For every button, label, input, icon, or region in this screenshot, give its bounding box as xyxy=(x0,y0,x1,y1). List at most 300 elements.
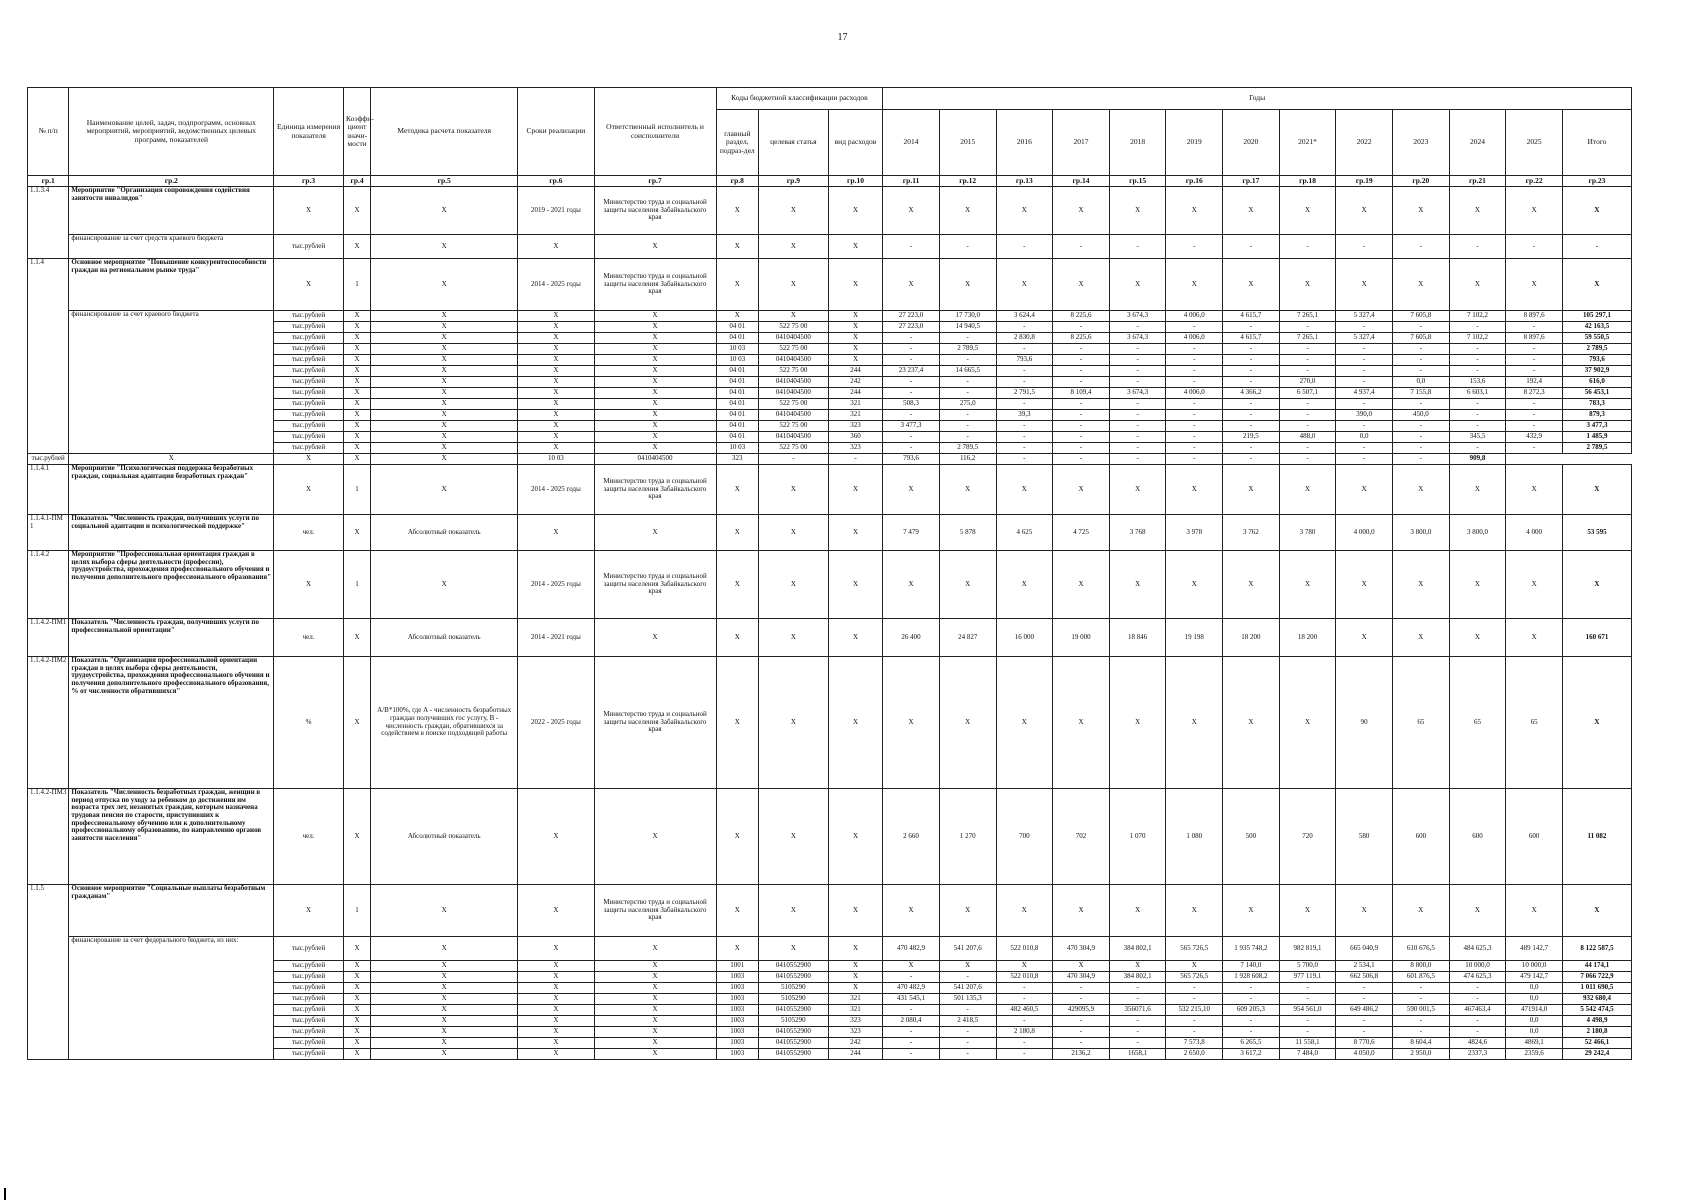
row-cell: Х xyxy=(594,421,716,432)
row-cell: Министерство труда и социальной защиты населения Забайкальского края xyxy=(594,465,716,515)
row-cell: тыс.рублей xyxy=(274,983,344,994)
row-name: Основное мероприятие "Социальные выплаты безработным гражданам" xyxy=(69,885,274,937)
header-year: 2023 xyxy=(1393,110,1450,176)
year-value: 3 617,2 xyxy=(1223,1049,1280,1060)
row-cell: тыс.рублей xyxy=(274,961,344,972)
year-value: 0,0 xyxy=(1393,377,1450,388)
row-cell: Х xyxy=(518,421,594,432)
program-table xyxy=(27,87,1632,1060)
row-cell: Х xyxy=(371,1038,518,1049)
row-cell: А/В*100%, где А - численность безработных граждан получивших гос услугу, В - численность граждан, обратившихся за содействием в поиске подходящей работы xyxy=(371,657,518,789)
row-total: 44 174,1 xyxy=(1562,961,1631,972)
year-value: 450,0 xyxy=(1393,410,1450,421)
year-value: Х xyxy=(1223,885,1280,937)
row-cell: тыс.рублей xyxy=(274,1049,344,1060)
row-cell: 04 01 xyxy=(716,333,758,344)
header-coef: Коэффи-циент значи-мости xyxy=(343,88,370,176)
year-value: 6 265,5 xyxy=(1223,1038,1280,1049)
year-value: - xyxy=(1166,344,1223,355)
year-value: - xyxy=(1166,454,1223,465)
column-number: гр.21 xyxy=(1449,176,1506,187)
year-value: 1 080 xyxy=(1166,789,1223,885)
year-value: 2337,3 xyxy=(1449,1049,1506,1060)
table-row xyxy=(28,619,1632,657)
year-value: - xyxy=(1053,1027,1110,1038)
row-cell: Х xyxy=(828,983,883,994)
year-value: - xyxy=(996,366,1053,377)
year-value: 8 225,6 xyxy=(1053,311,1110,322)
year-value: 4 615,7 xyxy=(1223,333,1280,344)
year-value: 500 xyxy=(1223,789,1280,885)
year-value: - xyxy=(1109,454,1166,465)
year-value: 488,0 xyxy=(1279,432,1336,443)
year-value: - xyxy=(939,421,996,432)
header-method: Методика расчета показателя xyxy=(371,88,518,176)
header-year: 2014 xyxy=(883,110,940,176)
row-cell: Х xyxy=(371,1027,518,1038)
row-cell: Х xyxy=(274,454,344,465)
row-cell: Х xyxy=(594,789,716,885)
year-value: Х xyxy=(1053,657,1110,789)
table-row xyxy=(28,885,1632,937)
row-cell: тыс.рублей xyxy=(274,972,344,983)
row-cell: Х xyxy=(716,235,758,259)
year-value: 8 800,0 xyxy=(1393,961,1450,972)
year-value: Х xyxy=(996,259,1053,311)
year-value: Х xyxy=(939,259,996,311)
year-value: - xyxy=(883,388,940,399)
row-cell: Х xyxy=(518,1027,594,1038)
row-cell: Х xyxy=(343,961,370,972)
header-resp: Ответственный исполнитель и соисполнители xyxy=(594,88,716,176)
year-value: 479 142,7 xyxy=(1506,972,1563,983)
year-value: Х xyxy=(1393,465,1450,515)
year-value: Х xyxy=(1449,551,1506,619)
row-cell: Х xyxy=(759,619,829,657)
year-value: - xyxy=(1449,344,1506,355)
row-cell: Х xyxy=(594,432,716,443)
year-value: Х xyxy=(1393,187,1450,235)
row-cell: Х xyxy=(828,515,883,551)
year-value: - xyxy=(1506,355,1563,366)
year-value: - xyxy=(1393,432,1450,443)
row-cell: тыс.рублей xyxy=(274,322,344,333)
year-value: 153,6 xyxy=(1449,377,1506,388)
table-header xyxy=(28,88,1632,187)
year-value: - xyxy=(939,1049,996,1060)
year-value: - xyxy=(1166,377,1223,388)
column-number: гр.3 xyxy=(274,176,344,187)
row-cell: Х xyxy=(594,399,716,410)
year-value: Х xyxy=(1393,619,1450,657)
row-cell: Министерство труда и социальной защиты населения Забайкальского края xyxy=(594,885,716,937)
year-value: Х xyxy=(1506,551,1563,619)
year-value: 609 205,3 xyxy=(1223,1005,1280,1016)
row-cell: Х xyxy=(371,410,518,421)
row-cell: Х xyxy=(759,551,829,619)
year-value: - xyxy=(1449,366,1506,377)
year-value: 467463,4 xyxy=(1449,1005,1506,1016)
row-cell: Х xyxy=(343,366,370,377)
year-value: - xyxy=(1336,443,1393,454)
year-value: Х xyxy=(883,551,940,619)
row-cell: Х xyxy=(594,333,716,344)
year-value: - xyxy=(1336,355,1393,366)
year-value: Х xyxy=(1166,259,1223,311)
row-total: 160 671 xyxy=(1562,619,1631,657)
row-cell: Х xyxy=(594,994,716,1005)
row-cell: 1003 xyxy=(716,994,758,1005)
year-value: 600 xyxy=(1449,789,1506,885)
year-value: - xyxy=(1109,443,1166,454)
row-cell: Х xyxy=(716,937,758,961)
year-value: - xyxy=(1393,421,1450,432)
year-value: Х xyxy=(883,259,940,311)
year-value: - xyxy=(1223,355,1280,366)
year-value: - xyxy=(1223,454,1280,465)
column-number: гр.12 xyxy=(939,176,996,187)
row-cell: тыс.рублей xyxy=(274,410,344,421)
row-total: 59 550,5 xyxy=(1562,333,1631,344)
year-value: 219,5 xyxy=(1223,432,1280,443)
year-value: - xyxy=(1166,1027,1223,1038)
year-value: - xyxy=(1053,432,1110,443)
year-value: - xyxy=(1109,377,1166,388)
year-value: - xyxy=(939,1005,996,1016)
row-cell: Министерство труда и социальной защиты населения Забайкальского края xyxy=(594,259,716,311)
row-name: Показатель "Организация профессиональной ориентации граждан в целях выбора сферы деятельности, трудоустройства, прохождения профессионального обучения и получения дополнительного профессионального образования, % от численности обратившихся" xyxy=(69,657,274,789)
row-cell: Х xyxy=(716,551,758,619)
year-value: 541 207,6 xyxy=(939,983,996,994)
row-cell: 1 xyxy=(343,551,370,619)
row-total: 37 902,9 xyxy=(1562,366,1631,377)
row-cell: Х xyxy=(716,465,758,515)
year-value: - xyxy=(1336,994,1393,1005)
table-row xyxy=(28,515,1632,551)
year-value: - xyxy=(1393,322,1450,333)
year-value: 3 477,3 xyxy=(883,421,940,432)
year-value: Х xyxy=(1053,259,1110,311)
year-value: - xyxy=(1053,983,1110,994)
row-cell: Х xyxy=(343,789,370,885)
year-value: - xyxy=(1506,344,1563,355)
row-cell: Х xyxy=(343,421,370,432)
year-value: 0,0 xyxy=(1506,983,1563,994)
year-value: - xyxy=(996,983,1053,994)
year-value: - xyxy=(1449,1016,1506,1027)
row-cell: 2014 - 2025 годы xyxy=(518,465,594,515)
row-total: 42 163,5 xyxy=(1562,322,1631,333)
year-value: 8 604,4 xyxy=(1393,1038,1450,1049)
year-value: 7 140,0 xyxy=(1223,961,1280,972)
header-unit: Единица измерения показателя xyxy=(274,88,344,176)
row-cell: Х xyxy=(518,235,594,259)
table-row xyxy=(28,937,1632,961)
year-value: 8 272,3 xyxy=(1506,388,1563,399)
year-value: 17 730,0 xyxy=(939,311,996,322)
year-value: 3 674,3 xyxy=(1109,311,1166,322)
year-value: 471914,0 xyxy=(1506,1005,1563,1016)
row-name: Показатель "Численность граждан, получивших услуги по социальной адаптации и психологической поддержке" xyxy=(69,515,274,551)
year-value: 7 102,2 xyxy=(1449,311,1506,322)
row-cell: Х xyxy=(518,333,594,344)
row-cell: Х xyxy=(343,1038,370,1049)
column-number: гр.19 xyxy=(1336,176,1393,187)
row-cell: Х xyxy=(518,1049,594,1060)
year-value: - xyxy=(1279,410,1336,421)
year-value: 4 050,0 xyxy=(1336,1049,1393,1060)
row-cell: Министерство труда и социальной защиты населения Забайкальского края xyxy=(594,657,716,789)
row-cell: 1 xyxy=(343,259,370,311)
header-code-col: главный раздел, подраз-дел xyxy=(716,110,758,176)
row-cell: Х xyxy=(716,259,758,311)
year-value: - xyxy=(939,410,996,421)
year-value: Х xyxy=(1393,259,1450,311)
year-value: - xyxy=(1279,443,1336,454)
row-total: Х xyxy=(1562,465,1631,515)
row-cell: Х xyxy=(716,657,758,789)
row-total: 783,3 xyxy=(1562,399,1631,410)
year-value: - xyxy=(1393,1016,1450,1027)
year-value: 65 xyxy=(1506,657,1563,789)
year-value: 3 780 xyxy=(1279,515,1336,551)
row-cell: Х xyxy=(371,235,518,259)
row-cell: Х xyxy=(371,937,518,961)
row-number: 1.1.4.2-ПМ3 xyxy=(28,789,69,885)
row-cell: Х xyxy=(518,432,594,443)
row-cell: Х xyxy=(828,259,883,311)
year-value: 2 660 xyxy=(883,789,940,885)
table-row xyxy=(28,187,1632,235)
year-value: Х xyxy=(1053,551,1110,619)
row-total: Х xyxy=(1562,187,1631,235)
row-cell: Х xyxy=(371,311,518,322)
year-value: - xyxy=(1279,454,1336,465)
year-value: - xyxy=(1053,1016,1110,1027)
row-cell: 1003 xyxy=(716,972,758,983)
year-value: - xyxy=(939,388,996,399)
row-cell: Абсолютный показатель xyxy=(371,789,518,885)
year-value: - xyxy=(1393,994,1450,1005)
row-cell: 04 01 xyxy=(716,377,758,388)
row-number: 1.1.5 xyxy=(28,885,69,1060)
year-value: - xyxy=(1166,399,1223,410)
row-cell: тыс.рублей xyxy=(274,333,344,344)
row-cell: 522 75 00 xyxy=(759,399,829,410)
year-value: 2 950,0 xyxy=(1393,1049,1450,1060)
header-year: 2021* xyxy=(1279,110,1336,176)
year-value: - xyxy=(1279,399,1336,410)
row-number: 1.1.3.4 xyxy=(28,187,69,259)
year-value: - xyxy=(1109,421,1166,432)
year-value: 275,0 xyxy=(939,399,996,410)
row-cell: Х xyxy=(828,344,883,355)
row-name: финансирование за счет краевого бюджета xyxy=(69,311,274,454)
row-cell: Х xyxy=(343,515,370,551)
year-value: 4 000,0 xyxy=(1336,515,1393,551)
year-value: Х xyxy=(939,885,996,937)
year-value: Х xyxy=(1166,465,1223,515)
year-value: - xyxy=(1109,235,1166,259)
year-value: - xyxy=(1506,235,1563,259)
table-row xyxy=(28,235,1632,259)
row-total: - xyxy=(1562,235,1631,259)
year-value: 0,0 xyxy=(1336,432,1393,443)
table-row xyxy=(28,465,1632,515)
row-cell: Х xyxy=(594,344,716,355)
row-cell: 522 75 00 xyxy=(759,322,829,333)
row-cell: 0410552900 xyxy=(759,972,829,983)
column-number: гр.10 xyxy=(828,176,883,187)
year-value: - xyxy=(1109,355,1166,366)
year-value: 5 878 xyxy=(939,515,996,551)
year-value: - xyxy=(996,994,1053,1005)
year-value: Х xyxy=(1053,961,1110,972)
row-cell: тыс.рублей xyxy=(274,366,344,377)
year-value: 10 000,0 xyxy=(1449,961,1506,972)
year-value: - xyxy=(1053,399,1110,410)
year-value: - xyxy=(1223,1027,1280,1038)
row-cell: Х xyxy=(343,235,370,259)
year-value: - xyxy=(1166,322,1223,333)
year-value: - xyxy=(996,377,1053,388)
year-value: - xyxy=(1166,355,1223,366)
row-cell: Х xyxy=(594,443,716,454)
year-value: - xyxy=(883,432,940,443)
year-value: Х xyxy=(1449,259,1506,311)
year-value: - xyxy=(1109,1027,1166,1038)
year-value: 2 080,4 xyxy=(883,1016,940,1027)
row-total: 105 297,1 xyxy=(1562,311,1631,322)
row-cell: Х xyxy=(759,515,829,551)
row-cell: 321 xyxy=(828,1005,883,1016)
year-value: 432,9 xyxy=(1506,432,1563,443)
year-value: - xyxy=(883,333,940,344)
row-total: Х xyxy=(1562,657,1631,789)
row-cell: Х xyxy=(343,657,370,789)
year-value: - xyxy=(996,432,1053,443)
year-value: 2 789,5 xyxy=(939,344,996,355)
row-cell: 360 xyxy=(828,432,883,443)
row-cell: 321 xyxy=(828,410,883,421)
row-cell: 0410404500 xyxy=(594,454,716,465)
row-cell: Х xyxy=(371,322,518,333)
year-value: - xyxy=(1166,983,1223,994)
row-cell: 323 xyxy=(716,454,758,465)
year-value: 65 xyxy=(1393,657,1450,789)
row-cell: 0410552900 xyxy=(759,1005,829,1016)
year-value: 4 937,4 xyxy=(1336,388,1393,399)
row-cell: Х xyxy=(371,551,518,619)
year-value: 1 270 xyxy=(939,789,996,885)
row-cell: Х xyxy=(274,885,344,937)
year-value: 601 876,5 xyxy=(1393,972,1450,983)
year-value: - xyxy=(1109,432,1166,443)
column-number: гр.20 xyxy=(1393,176,1450,187)
year-value: - xyxy=(996,1016,1053,1027)
row-cell: Х xyxy=(343,972,370,983)
row-cell: Х xyxy=(343,432,370,443)
year-value: Х xyxy=(1223,187,1280,235)
row-cell: Х xyxy=(594,1027,716,1038)
row-cell: Х xyxy=(594,961,716,972)
year-value: 541 207,6 xyxy=(939,937,996,961)
year-value: - xyxy=(1223,366,1280,377)
year-value: 793,6 xyxy=(996,355,1053,366)
row-total: Х xyxy=(1562,885,1631,937)
year-value: Х xyxy=(1506,885,1563,937)
year-value: 24 827 xyxy=(939,619,996,657)
year-value: 270,0 xyxy=(1279,377,1336,388)
row-cell: 2022 - 2025 годы xyxy=(518,657,594,789)
year-value: 2359,6 xyxy=(1506,1049,1563,1060)
row-cell: тыс.рублей xyxy=(274,311,344,322)
year-value: 3 800,0 xyxy=(1449,515,1506,551)
row-cell: Х xyxy=(518,1016,594,1027)
row-cell: Х xyxy=(594,937,716,961)
row-cell: тыс.рублей xyxy=(274,1027,344,1038)
year-value: - xyxy=(1336,366,1393,377)
year-value: 470 482,9 xyxy=(883,983,940,994)
row-cell: 242 xyxy=(828,377,883,388)
row-cell: 522 75 00 xyxy=(759,344,829,355)
year-value: - xyxy=(1279,344,1336,355)
row-cell: 1003 xyxy=(716,1027,758,1038)
row-cell: Х xyxy=(518,983,594,994)
year-value: - xyxy=(996,1038,1053,1049)
row-cell: Х xyxy=(518,1038,594,1049)
row-cell: Х xyxy=(274,259,344,311)
year-value: - xyxy=(1109,994,1166,1005)
year-value: - xyxy=(1449,355,1506,366)
row-cell: Х xyxy=(759,259,829,311)
row-cell: Х xyxy=(343,1049,370,1060)
row-total: 616,0 xyxy=(1562,377,1631,388)
row-cell: Х xyxy=(371,885,518,937)
row-cell: Х xyxy=(371,1049,518,1060)
row-cell: 1003 xyxy=(716,1049,758,1060)
row-cell: 04 01 xyxy=(716,366,758,377)
row-cell: 2014 - 2025 годы xyxy=(518,259,594,311)
row-cell: Х xyxy=(343,322,370,333)
row-cell: 0410404500 xyxy=(759,410,829,421)
year-value: 600 xyxy=(1506,789,1563,885)
year-value: 65 xyxy=(1449,657,1506,789)
year-value: 18 200 xyxy=(1223,619,1280,657)
row-number: 1.1.4.1-ПМ 1 xyxy=(28,515,69,551)
row-cell: 1001 xyxy=(716,961,758,972)
row-cell: Х xyxy=(594,388,716,399)
year-value: Х xyxy=(1223,465,1280,515)
year-value: - xyxy=(1393,235,1450,259)
year-value: - xyxy=(939,1038,996,1049)
year-value: - xyxy=(1449,1027,1506,1038)
year-value: Х xyxy=(1223,657,1280,789)
row-cell: 5105290 xyxy=(759,994,829,1005)
row-cell: Х xyxy=(594,377,716,388)
row-cell: % xyxy=(274,657,344,789)
row-cell: 0410404500 xyxy=(759,388,829,399)
header-total: Итого xyxy=(1562,110,1631,176)
year-value: - xyxy=(939,333,996,344)
year-value: 2 180,8 xyxy=(996,1027,1053,1038)
year-value: 484 625,3 xyxy=(1449,937,1506,961)
row-total: 2 180,8 xyxy=(1562,1027,1631,1038)
year-value: 356071,6 xyxy=(1109,1005,1166,1016)
table-row xyxy=(28,311,1632,322)
row-cell: тыс.рублей xyxy=(274,377,344,388)
row-total: 1 485,9 xyxy=(1562,432,1631,443)
